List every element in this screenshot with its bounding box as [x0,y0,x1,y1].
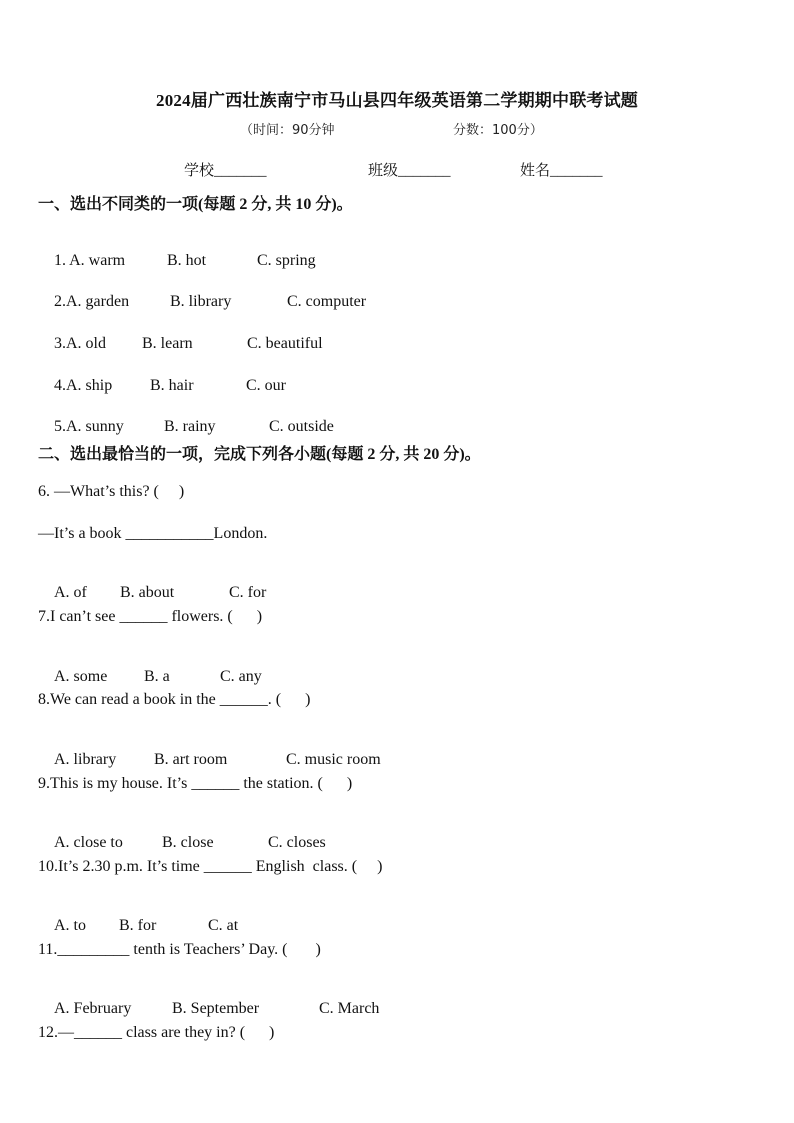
option-b: B. a [144,668,170,685]
option-b: B. rainy [164,418,216,435]
option-a: A. to [54,917,86,934]
option-c: C. for [229,584,267,601]
option-a: A. some [54,668,108,685]
option-a: A. library [54,751,117,768]
question-10-stem: 10.It’s 2.30 p.m. It’s time ______ English class. ( ) [38,858,383,875]
option-b: B. about [120,584,175,601]
question-11-stem: 11._________ tenth is Teachers’ Day. ( ) [38,941,321,958]
option-c: C. at [208,917,239,934]
option-c: C. closes [268,834,326,851]
option-a: 4.A. ship [54,377,113,394]
section-1-heading: 一、选出不同类的一项(每题 2 分, 共 10 分)。 [38,196,353,213]
exam-time: （时间：90分钟 [240,123,335,138]
option-c: C. our [246,377,286,394]
option-c: C. beautiful [247,335,323,352]
option-a: A. February [54,1000,132,1017]
option-a: 3.A. old [54,335,106,352]
question-6-stem: 6. —What’s this? ( ) [38,483,185,500]
option-a: 1. A. warm [54,252,126,269]
option-a: 5.A. sunny [54,418,124,435]
question-12-stem: 12.—______ class are they in? ( ) [38,1024,275,1041]
option-b: B. for [119,917,157,934]
exam-score: 分数：100分） [453,123,543,138]
exam-title: 2024届广西壮族南宁市马山县四年级英语第二学期期中联考试题 [156,91,638,110]
option-c: C. computer [287,293,367,310]
question-9-stem: 9.This is my house. It’s ______ the station. ( ) [38,775,353,792]
question-6-stem-2: —It’s a book ___________London. [38,525,268,542]
option-c: C. outside [269,418,334,435]
option-b: B. learn [142,335,193,352]
class-field: 班级_______ [368,163,451,179]
option-b: B. September [172,1000,260,1017]
option-a: A. close to [54,834,123,851]
question-8-stem: 8.We can read a book in the ______. ( ) [38,691,311,708]
option-c: C. any [220,668,262,685]
section-2-heading: 二、选出最恰当的一项，完成下列各小题(每题 2 分, 共 20 分)。 [38,446,481,463]
option-c: C. music room [286,751,381,768]
option-b: B. hair [150,377,194,394]
question-7-stem: 7.I can’t see ______ flowers. ( ) [38,608,263,625]
option-b: B. library [170,293,232,310]
option-b: B. hot [167,252,207,269]
name-field: 姓名_______ [520,163,603,179]
option-c: C. spring [257,252,316,269]
option-a: 2.A. garden [54,293,130,310]
school-field: 学校_______ [184,163,267,179]
option-b: B. art room [154,751,228,768]
option-b: B. close [162,834,214,851]
option-a: A. of [54,584,87,601]
option-c: C. March [319,1000,380,1017]
